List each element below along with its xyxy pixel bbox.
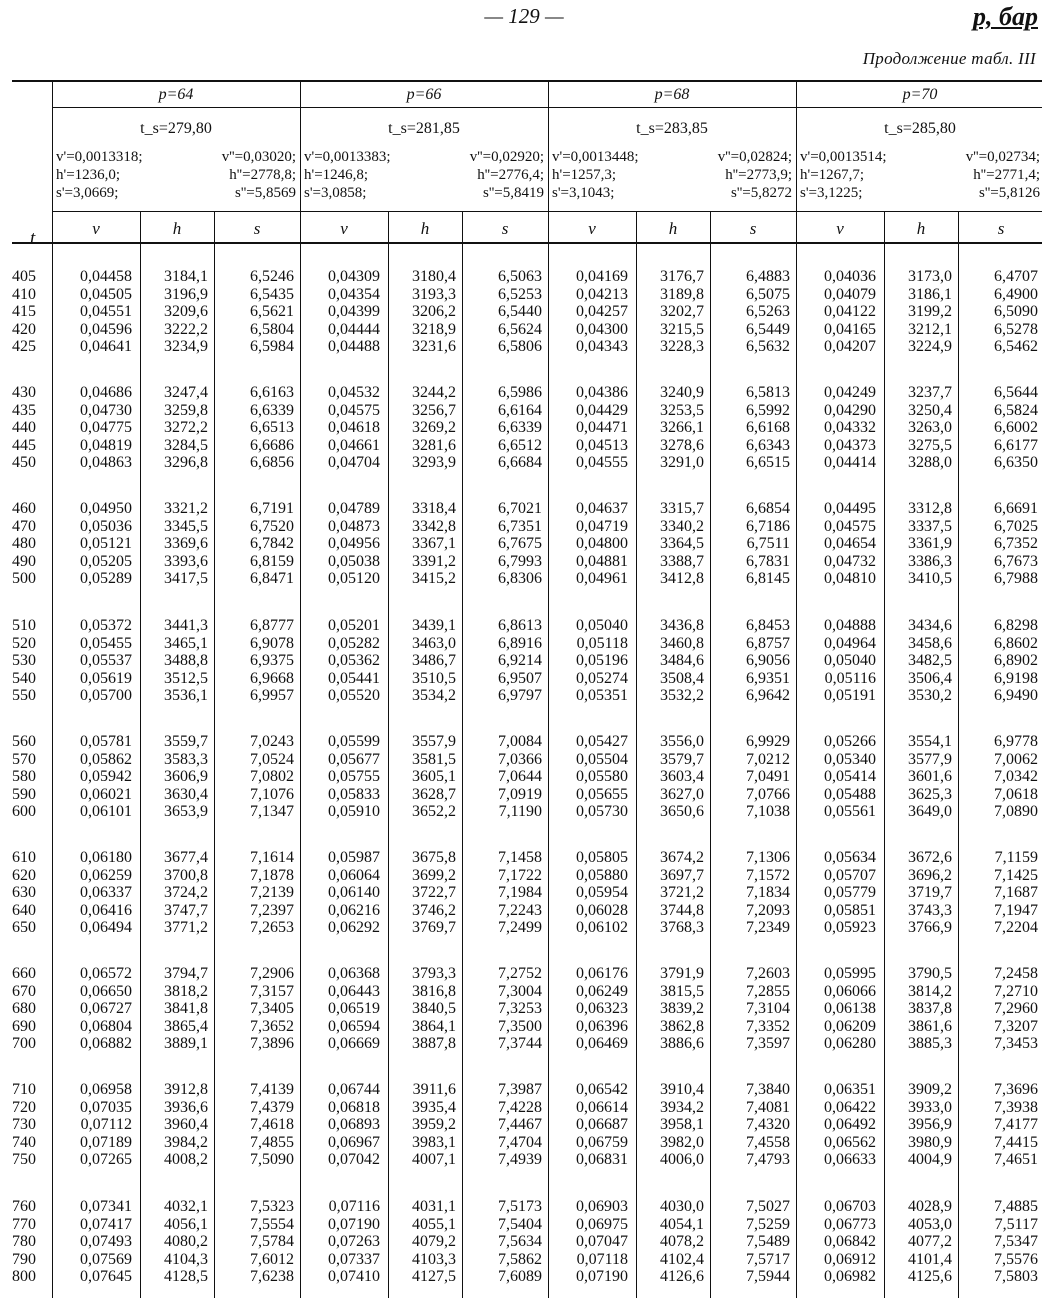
saturation-s-vapor: s''=5,8569 (235, 185, 296, 201)
saturation-s-vapor: s''=5,8126 (979, 185, 1040, 201)
enthalpy-values: 4030,0 4054,1 4078,2 4102,4 4126,6 (660, 1198, 704, 1285)
specific-volume-values: 0,06176 0,06249 0,06323 0,06396 0,06469 (576, 965, 628, 1052)
column-header-h: h (668, 219, 678, 238)
specific-volume-values: 0,06703 0,06773 0,06842 0,06912 0,06982 (824, 1198, 876, 1285)
saturation-h-vapor: h''=2771,4; (973, 167, 1040, 183)
saturation-temperature: t_s=285,80 (884, 120, 956, 137)
pressure-unit-label: p, бар (973, 2, 1038, 31)
saturation-temperature: t_s=279,80 (140, 120, 212, 137)
entropy-values: 6,9778 7,0062 7,0342 7,0618 7,0890 (994, 733, 1038, 820)
entropy-values: 7,3696 7,3938 7,4177 7,4415 7,4651 (994, 1081, 1038, 1168)
specific-volume-values: 0,04169 0,04213 0,04257 0,04300 0,04343 (576, 268, 628, 355)
entropy-values: 6,8298 6,8602 6,8902 6,9198 6,9490 (994, 617, 1038, 704)
entropy-values: 6,5986 6,6164 6,6339 6,6512 6,6684 (498, 384, 542, 471)
specific-volume-values: 0,05599 0,05677 0,05755 0,05833 0,05910 (328, 733, 380, 820)
temperature-rows: 430 435 440 445 450 (12, 384, 36, 471)
entropy-values: 7,1614 7,1878 7,2139 7,2397 7,2653 (250, 849, 294, 936)
specific-volume-values: 0,05372 0,05455 0,05537 0,05619 0,05700 (80, 617, 132, 704)
saturation-h-liquid: h'=1257,3; (552, 167, 617, 183)
specific-volume-values: 0,06351 0,06422 0,06492 0,06562 0,06633 (824, 1081, 876, 1168)
page-number: — 129 — (484, 4, 564, 28)
enthalpy-values: 3557,9 3581,5 3605,1 3628,7 3652,2 (412, 733, 456, 820)
temperature-rows: 660 670 680 690 700 (12, 965, 36, 1052)
specific-volume-values: 0,04888 0,04964 0,05040 0,05116 0,05191 (824, 617, 876, 704)
entropy-values: 6,4707 6,4900 6,5090 6,5278 6,5462 (994, 268, 1038, 355)
saturation-h-liquid: h'=1236,0; (56, 167, 121, 183)
temperature-rows: 760 770 780 790 800 (12, 1198, 36, 1285)
column-header-h: h (916, 219, 926, 238)
enthalpy-values: 3441,3 3465,1 3488,8 3512,5 3536,1 (164, 617, 208, 704)
entropy-values: 6,6691 6,7025 6,7352 6,7673 6,7988 (994, 500, 1038, 587)
entropy-values: 6,5813 6,5992 6,6168 6,6343 6,6515 (746, 384, 790, 471)
column-header-s: s (253, 219, 261, 238)
temperature-rows: 510 520 530 540 550 (12, 617, 36, 704)
entropy-values: 7,1159 7,1425 7,1687 7,1947 7,2204 (994, 849, 1038, 936)
enthalpy-values: 3434,6 3458,6 3482,5 3506,4 3530,2 (908, 617, 952, 704)
specific-volume-values: 0,04458 0,04505 0,04551 0,04596 0,04641 (80, 268, 132, 355)
entropy-values: 7,2906 7,3157 7,3405 7,3652 7,3896 (250, 965, 294, 1052)
enthalpy-values: 3912,8 3936,6 3960,4 3984,2 4008,2 (164, 1081, 208, 1168)
table-caption: Продолжение табл. III (862, 49, 1036, 68)
specific-volume-values: 0,06180 0,06259 0,06337 0,06416 0,06494 (80, 849, 132, 936)
enthalpy-values: 3315,7 3340,2 3364,5 3388,7 3412,8 (660, 500, 704, 587)
saturation-s-liquid: s'=3,1225; (800, 185, 863, 201)
table-top-rule (12, 80, 1042, 82)
enthalpy-values: 3910,4 3934,2 3958,1 3982,0 4006,0 (660, 1081, 704, 1168)
entropy-values: 7,5323 7,5554 7,5784 7,6012 7,6238 (250, 1198, 294, 1285)
entropy-values: 6,4883 6,5075 6,5263 6,5449 6,5632 (746, 268, 790, 355)
enthalpy-values: 3674,2 3697,7 3721,2 3744,8 3768,3 (660, 849, 704, 936)
column-header-s: s (997, 219, 1005, 238)
entropy-values: 7,0243 7,0524 7,0802 7,1076 7,1347 (250, 733, 294, 820)
pressure-value: p=68 (654, 86, 690, 103)
enthalpy-values: 3559,7 3583,3 3606,9 3630,4 3653,9 (164, 733, 208, 820)
entropy-values: 6,7021 6,7351 6,7675 6,7993 6,8306 (498, 500, 542, 587)
specific-volume-values: 0,05805 0,05880 0,05954 0,06028 0,06102 (576, 849, 628, 936)
entropy-values: 6,5246 6,5435 6,5621 6,5804 6,5984 (250, 268, 294, 355)
saturation-h-vapor: h''=2776,4; (477, 167, 544, 183)
pressure-value: p=66 (406, 86, 442, 103)
saturation-s-vapor: s''=5,8419 (483, 185, 544, 201)
entropy-values: 6,8777 6,9078 6,9375 6,9668 6,9957 (250, 617, 294, 704)
pressure-value: p=70 (902, 86, 938, 103)
specific-volume-values: 0,04309 0,04354 0,04399 0,04444 0,04488 (328, 268, 380, 355)
entropy-values: 7,3987 7,4228 7,4467 7,4704 7,4939 (498, 1081, 542, 1168)
saturation-v-liquid: v'=0,0013448; (552, 149, 639, 165)
temperature-rows: 405 410 415 420 425 (12, 268, 36, 355)
specific-volume-values: 0,06368 0,06443 0,06519 0,06594 0,06669 (328, 965, 380, 1052)
specific-volume-values: 0,06542 0,06614 0,06687 0,06759 0,06831 (576, 1081, 628, 1168)
column-header-rule (12, 242, 1042, 244)
specific-volume-values: 0,04532 0,04575 0,04618 0,04661 0,04704 (328, 384, 380, 471)
temperature-rows: 610 620 630 640 650 (12, 849, 36, 936)
entropy-values: 7,3840 7,4081 7,4320 7,4558 7,4793 (746, 1081, 790, 1168)
specific-volume-values: 0,06572 0,06650 0,06727 0,06804 0,06882 (80, 965, 132, 1052)
entropy-values: 7,5173 7,5404 7,5634 7,5862 7,6089 (498, 1198, 542, 1285)
saturation-v-vapor: v''=0,02920; (469, 149, 544, 165)
specific-volume-values: 0,06958 0,07035 0,07112 0,07189 0,07265 (80, 1081, 132, 1168)
saturation-temperature: t_s=283,85 (636, 120, 708, 137)
entropy-values: 6,7191 6,7520 6,7842 6,8159 6,8471 (250, 500, 294, 587)
saturation-v-vapor: v''=0,02824; (717, 149, 792, 165)
enthalpy-values: 3556,0 3579,7 3603,4 3627,0 3650,6 (660, 733, 704, 820)
enthalpy-values: 3791,9 3815,5 3839,2 3862,8 3886,6 (660, 965, 704, 1052)
enthalpy-values: 3318,4 3342,8 3367,1 3391,2 3415,2 (412, 500, 456, 587)
specific-volume-values: 0,04036 0,04079 0,04122 0,04165 0,04207 (824, 268, 876, 355)
column-header-v: v (92, 219, 100, 238)
enthalpy-values: 3677,4 3700,8 3724,2 3747,7 3771,2 (164, 849, 208, 936)
entropy-values: 6,8453 6,8757 6,9056 6,9351 6,9642 (746, 617, 790, 704)
specific-volume-values: 0,04686 0,04730 0,04775 0,04819 0,04863 (80, 384, 132, 471)
enthalpy-values: 3244,2 3256,7 3269,2 3281,6 3293,9 (412, 384, 456, 471)
saturation-v-liquid: v'=0,0013383; (304, 149, 391, 165)
enthalpy-values: 3237,7 3250,4 3263,0 3275,5 3288,0 (908, 384, 952, 471)
enthalpy-values: 3312,8 3337,5 3361,9 3386,3 3410,5 (908, 500, 952, 587)
enthalpy-values: 3176,7 3189,8 3202,7 3215,5 3228,3 (660, 268, 704, 355)
specific-volume-values: 0,05201 0,05282 0,05362 0,05441 0,05520 (328, 617, 380, 704)
enthalpy-values: 3675,8 3699,2 3722,7 3746,2 3769,7 (412, 849, 456, 936)
enthalpy-values: 3672,6 3696,2 3719,7 3743,3 3766,9 (908, 849, 952, 936)
column-header-v: v (836, 219, 844, 238)
enthalpy-values: 4031,1 4055,1 4079,2 4103,3 4127,5 (412, 1198, 456, 1285)
enthalpy-values: 3790,5 3814,2 3837,8 3861,6 3885,3 (908, 965, 952, 1052)
entropy-values: 7,1306 7,1572 7,1834 7,2093 7,2349 (746, 849, 790, 936)
steam-table (12, 80, 1042, 1298)
specific-volume-values: 0,07116 0,07190 0,07263 0,07337 0,07410 (328, 1198, 380, 1285)
specific-volume-values: 0,04386 0,04429 0,04471 0,04513 0,04555 (576, 384, 628, 471)
saturation-h-vapor: h''=2778,8; (229, 167, 296, 183)
saturation-s-liquid: s'=3,0858; (304, 185, 367, 201)
saturation-v-liquid: v'=0,0013318; (56, 149, 143, 165)
pressure-value: p=64 (158, 86, 194, 103)
enthalpy-values: 3439,1 3463,0 3486,7 3510,5 3534,2 (412, 617, 456, 704)
specific-volume-values: 0,04637 0,04719 0,04800 0,04881 0,04961 (576, 500, 628, 587)
temperature-rows: 560 570 580 590 600 (12, 733, 36, 820)
enthalpy-values: 3911,6 3935,4 3959,2 3983,1 4007,1 (412, 1081, 456, 1168)
specific-volume-values: 0,05634 0,05707 0,05779 0,05851 0,05923 (824, 849, 876, 936)
specific-volume-values: 0,04495 0,04575 0,04654 0,04732 0,04810 (824, 500, 876, 587)
column-header-s: s (749, 219, 757, 238)
entropy-values: 6,8613 6,8916 6,9214 6,9507 6,9797 (498, 617, 542, 704)
entropy-values: 7,5027 7,5259 7,5489 7,5717 7,5944 (746, 1198, 790, 1285)
enthalpy-values: 3793,3 3816,8 3840,5 3864,1 3887,8 (412, 965, 456, 1052)
specific-volume-values: 0,05987 0,06064 0,06140 0,06216 0,06292 (328, 849, 380, 936)
specific-volume-values: 0,04249 0,04290 0,04332 0,04373 0,04414 (824, 384, 876, 471)
specific-volume-values: 0,05781 0,05862 0,05942 0,06021 0,06101 (80, 733, 132, 820)
entropy-values: 6,5644 6,5824 6,6002 6,6177 6,6350 (994, 384, 1038, 471)
specific-volume-values: 0,05266 0,05340 0,05414 0,05488 0,05561 (824, 733, 876, 820)
column-header-v: v (340, 219, 348, 238)
saturation-s-vapor: s''=5,8272 (731, 185, 792, 201)
column-header-v: v (588, 219, 596, 238)
enthalpy-values: 3240,9 3253,5 3266,1 3278,6 3291,0 (660, 384, 704, 471)
temperature-rows: 710 720 730 740 750 (12, 1081, 36, 1168)
entropy-values: 7,2752 7,3004 7,3253 7,3500 7,3744 (498, 965, 542, 1052)
entropy-values: 7,4139 7,4379 7,4618 7,4855 7,5090 (250, 1081, 294, 1168)
specific-volume-values: 0,06744 0,06818 0,06893 0,06967 0,07042 (328, 1081, 380, 1168)
enthalpy-values: 3173,0 3186,1 3199,2 3212,1 3224,9 (908, 268, 952, 355)
saturation-header-rule (52, 211, 1042, 212)
saturation-v-vapor: v''=0,03020; (221, 149, 296, 165)
specific-volume-values: 0,04789 0,04873 0,04956 0,05038 0,05120 (328, 500, 380, 587)
entropy-values: 6,5063 6,5253 6,5440 6,5624 6,5806 (498, 268, 542, 355)
entropy-values: 6,6854 6,7186 6,7511 6,7831 6,8145 (746, 500, 790, 587)
enthalpy-values: 3909,2 3933,0 3956,9 3980,9 4004,9 (908, 1081, 952, 1168)
enthalpy-values: 3321,2 3345,5 3369,6 3393,6 3417,5 (164, 500, 208, 587)
specific-volume-values: 0,07341 0,07417 0,07493 0,07569 0,07645 (80, 1198, 132, 1285)
enthalpy-values: 4028,9 4053,0 4077,2 4101,4 4125,6 (908, 1198, 952, 1285)
column-header-h: h (420, 219, 430, 238)
saturation-s-liquid: s'=3,1043; (552, 185, 615, 201)
column-header-s: s (501, 219, 509, 238)
enthalpy-values: 3180,4 3193,3 3206,2 3218,9 3231,6 (412, 268, 456, 355)
specific-volume-values: 0,05040 0,05118 0,05196 0,05274 0,05351 (576, 617, 628, 704)
entropy-values: 6,9929 7,0212 7,0491 7,0766 7,1038 (746, 733, 790, 820)
saturation-s-liquid: s'=3,0669; (56, 185, 119, 201)
enthalpy-values: 3247,4 3259,8 3272,2 3284,5 3296,8 (164, 384, 208, 471)
row-header-t: t (30, 228, 36, 249)
enthalpy-values: 3554,1 3577,9 3601,6 3625,3 3649,0 (908, 733, 952, 820)
entropy-values: 6,6163 6,6339 6,6513 6,6686 6,6856 (250, 384, 294, 471)
entropy-values: 7,0084 7,0366 7,0644 7,0919 7,1190 (498, 733, 542, 820)
column-header-h: h (172, 219, 182, 238)
enthalpy-values: 3794,7 3818,2 3841,8 3865,4 3889,1 (164, 965, 208, 1052)
entropy-values: 7,4885 7,5117 7,5347 7,5576 7,5803 (994, 1198, 1038, 1285)
entropy-values: 7,1458 7,1722 7,1984 7,2243 7,2499 (498, 849, 542, 936)
saturation-h-liquid: h'=1267,7; (800, 167, 865, 183)
specific-volume-values: 0,04950 0,05036 0,05121 0,05205 0,05289 (80, 500, 132, 587)
pressure-header-rule (52, 107, 1042, 108)
specific-volume-values: 0,06903 0,06975 0,07047 0,07118 0,07190 (576, 1198, 628, 1285)
saturation-h-vapor: h''=2773,9; (725, 167, 792, 183)
entropy-values: 7,2603 7,2855 7,3104 7,3352 7,3597 (746, 965, 790, 1052)
temperature-rows: 460 470 480 490 500 (12, 500, 36, 587)
saturation-v-liquid: v'=0,0013514; (800, 149, 887, 165)
saturation-v-vapor: v''=0,02734; (965, 149, 1040, 165)
specific-volume-values: 0,05427 0,05504 0,05580 0,05655 0,05730 (576, 733, 628, 820)
specific-volume-values: 0,05995 0,06066 0,06138 0,06209 0,06280 (824, 965, 876, 1052)
enthalpy-values: 3184,1 3196,9 3209,6 3222,2 3234,9 (164, 268, 208, 355)
enthalpy-values: 4032,1 4056,1 4080,2 4104,3 4128,5 (164, 1198, 208, 1285)
enthalpy-values: 3436,8 3460,8 3484,6 3508,4 3532,2 (660, 617, 704, 704)
saturation-temperature: t_s=281,85 (388, 120, 460, 137)
saturation-h-liquid: h'=1246,8; (304, 167, 369, 183)
entropy-values: 7,2458 7,2710 7,2960 7,3207 7,3453 (994, 965, 1038, 1052)
